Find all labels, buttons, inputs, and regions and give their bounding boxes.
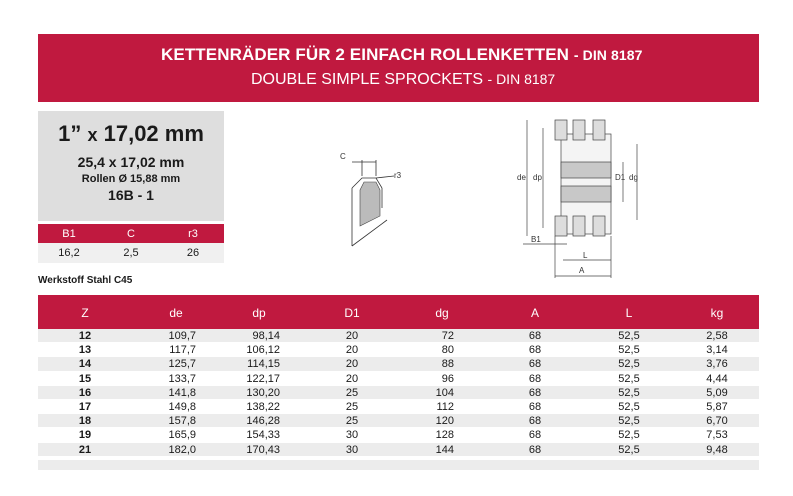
cell-l: 52,5	[618, 358, 640, 371]
cell-l: 52,5	[618, 372, 640, 385]
cell-a: 68	[528, 386, 542, 399]
table-row	[38, 357, 759, 371]
tooth-profile-diagram	[332, 148, 412, 248]
cell-de: 109,7	[168, 330, 196, 342]
header-d1: D1	[344, 306, 360, 320]
cell-kg: 3,14	[706, 344, 728, 357]
value-r3: 26	[186, 247, 200, 259]
cell-dp: 122,17	[246, 372, 280, 385]
cell-d1: 20	[345, 344, 359, 357]
cell-a: 68	[528, 415, 542, 428]
cell-dp: 130,20	[246, 386, 280, 399]
chain-code: 16B - 1	[108, 187, 154, 203]
table-row	[38, 372, 759, 386]
table-row	[38, 343, 759, 357]
cell-z: 13	[78, 344, 92, 357]
material-note: Werkstoff Stahl C45	[38, 275, 133, 286]
cell-a: 68	[528, 330, 542, 342]
cell-a: 68	[528, 372, 542, 385]
title-english	[251, 71, 555, 89]
cell-z: 14	[78, 358, 92, 371]
cell-dp: 114,15	[247, 358, 280, 371]
cell-d1: 20	[345, 358, 359, 371]
header-a: A	[530, 306, 539, 320]
cell-de: 157,8	[168, 415, 196, 428]
cell-d1: 30	[345, 429, 359, 442]
cell-dg: 112	[436, 400, 454, 413]
cell-dp: 138,22	[246, 400, 280, 413]
header-c: C	[127, 227, 135, 240]
cell-l: 52,5	[618, 415, 640, 428]
tooth-profile-values	[38, 243, 224, 263]
pitch-x: x	[87, 125, 98, 145]
header-r3: r3	[188, 227, 198, 240]
roller-diameter: Rollen Ø 15,88 mm	[81, 173, 181, 185]
cell-d1: 20	[345, 372, 359, 385]
cell-dp: 98,14	[252, 330, 280, 342]
cell-de: 117,7	[169, 344, 196, 357]
cell-z: 15	[78, 372, 92, 385]
header-kg: kg	[710, 306, 724, 320]
label-d1: D1	[615, 173, 626, 182]
cell-l: 52,5	[618, 330, 640, 342]
cell-l: 52,5	[618, 344, 640, 357]
cell-kg: 2,58	[706, 330, 728, 342]
cell-d1: 25	[345, 386, 359, 399]
label-a: A	[579, 266, 585, 275]
cell-kg: 6,70	[706, 415, 728, 428]
title-english-din: - DIN 8187	[487, 71, 556, 87]
cell-kg: 9,48	[706, 443, 728, 456]
value-c: 2,5	[123, 247, 139, 259]
cell-de: 133,7	[168, 372, 196, 385]
cell-l: 52,5	[618, 429, 640, 442]
table-row	[38, 414, 759, 428]
table-row	[38, 428, 759, 442]
cell-dg: 120	[435, 415, 454, 428]
table-row	[38, 443, 759, 457]
pitch-size: 17,02 mm	[103, 121, 204, 146]
cell-a: 68	[528, 429, 542, 442]
table-row	[38, 386, 759, 400]
pitch-metric: 25,4 x 17,02 mm	[77, 154, 185, 170]
table-row	[38, 329, 759, 343]
cell-de: 149,8	[168, 400, 196, 413]
cell-l: 52,5	[618, 400, 640, 413]
label-c: C	[340, 152, 346, 161]
cell-a: 68	[528, 400, 542, 413]
cell-a: 68	[528, 344, 542, 357]
cell-kg: 5,09	[706, 386, 728, 399]
cell-kg: 3,76	[706, 358, 728, 371]
table-body	[38, 329, 759, 457]
cell-dg: 72	[441, 330, 454, 342]
cell-z: 12	[78, 330, 92, 342]
cell-dp: 106,12	[246, 344, 280, 357]
cell-l: 52,5	[618, 443, 640, 456]
cell-a: 68	[528, 443, 542, 456]
chain-spec-box	[38, 111, 224, 221]
cell-dp: 146,28	[246, 415, 280, 428]
cell-de: 125,7	[168, 358, 196, 371]
cell-de: 165,9	[168, 429, 196, 442]
cell-dp: 154,33	[246, 429, 280, 442]
cell-z: 19	[78, 429, 92, 442]
cell-dg: 80	[441, 344, 454, 357]
label-dp: dp	[533, 173, 542, 182]
cell-dg: 128	[435, 429, 454, 442]
sprocket-dimensions-table	[38, 295, 759, 470]
header-dp: dp	[252, 306, 266, 320]
cell-kg: 5,87	[706, 400, 728, 413]
header-dg: dg	[435, 306, 449, 320]
cell-a: 68	[528, 358, 542, 371]
header-de: de	[169, 306, 183, 320]
header-z: Z	[81, 306, 89, 320]
pitch-inch: 1”	[58, 121, 82, 146]
tooth-profile-table	[38, 224, 224, 263]
label-dg: dg	[629, 173, 638, 182]
cell-d1: 25	[345, 400, 359, 413]
cell-dg: 88	[441, 358, 454, 371]
label-de: de	[517, 173, 526, 182]
cell-d1: 25	[345, 415, 359, 428]
cell-z: 16	[78, 386, 92, 399]
tooth-profile-header	[38, 224, 224, 243]
cell-d1: 20	[345, 330, 359, 342]
title-german-din: - DIN 8187	[573, 47, 643, 63]
cell-dg: 144	[435, 443, 454, 456]
cell-z: 21	[78, 443, 92, 456]
table-row	[38, 400, 759, 414]
title-english-text: DOUBLE SIMPLE SPROCKETS	[251, 71, 484, 88]
pitch-heading	[38, 121, 224, 147]
cell-kg: 4,44	[706, 372, 728, 385]
cell-dp: 170,43	[246, 443, 280, 456]
cell-d1: 30	[345, 443, 359, 456]
value-b1: 16,2	[58, 247, 80, 259]
table-header	[38, 295, 759, 329]
header-l: L	[625, 306, 633, 320]
sprocket-section-diagram	[515, 116, 645, 281]
cell-de: 141,8	[168, 386, 196, 399]
cell-dg: 104	[435, 386, 454, 399]
header-b1: B1	[62, 227, 76, 240]
cell-dg: 96	[441, 372, 454, 385]
cell-z: 18	[78, 415, 92, 428]
cell-kg: 7,53	[706, 429, 728, 442]
label-r3: r3	[394, 171, 402, 180]
title-german-text: KETTENRÄDER FÜR 2 EINFACH ROLLENKETTEN	[161, 45, 570, 64]
title-banner	[38, 34, 759, 102]
table-footer	[38, 460, 759, 470]
label-b1: B1	[531, 235, 541, 244]
cell-l: 52,5	[618, 386, 640, 399]
cell-de: 182,0	[168, 443, 196, 456]
title-german	[161, 45, 643, 65]
label-l: L	[583, 251, 588, 260]
cell-z: 17	[78, 400, 92, 413]
